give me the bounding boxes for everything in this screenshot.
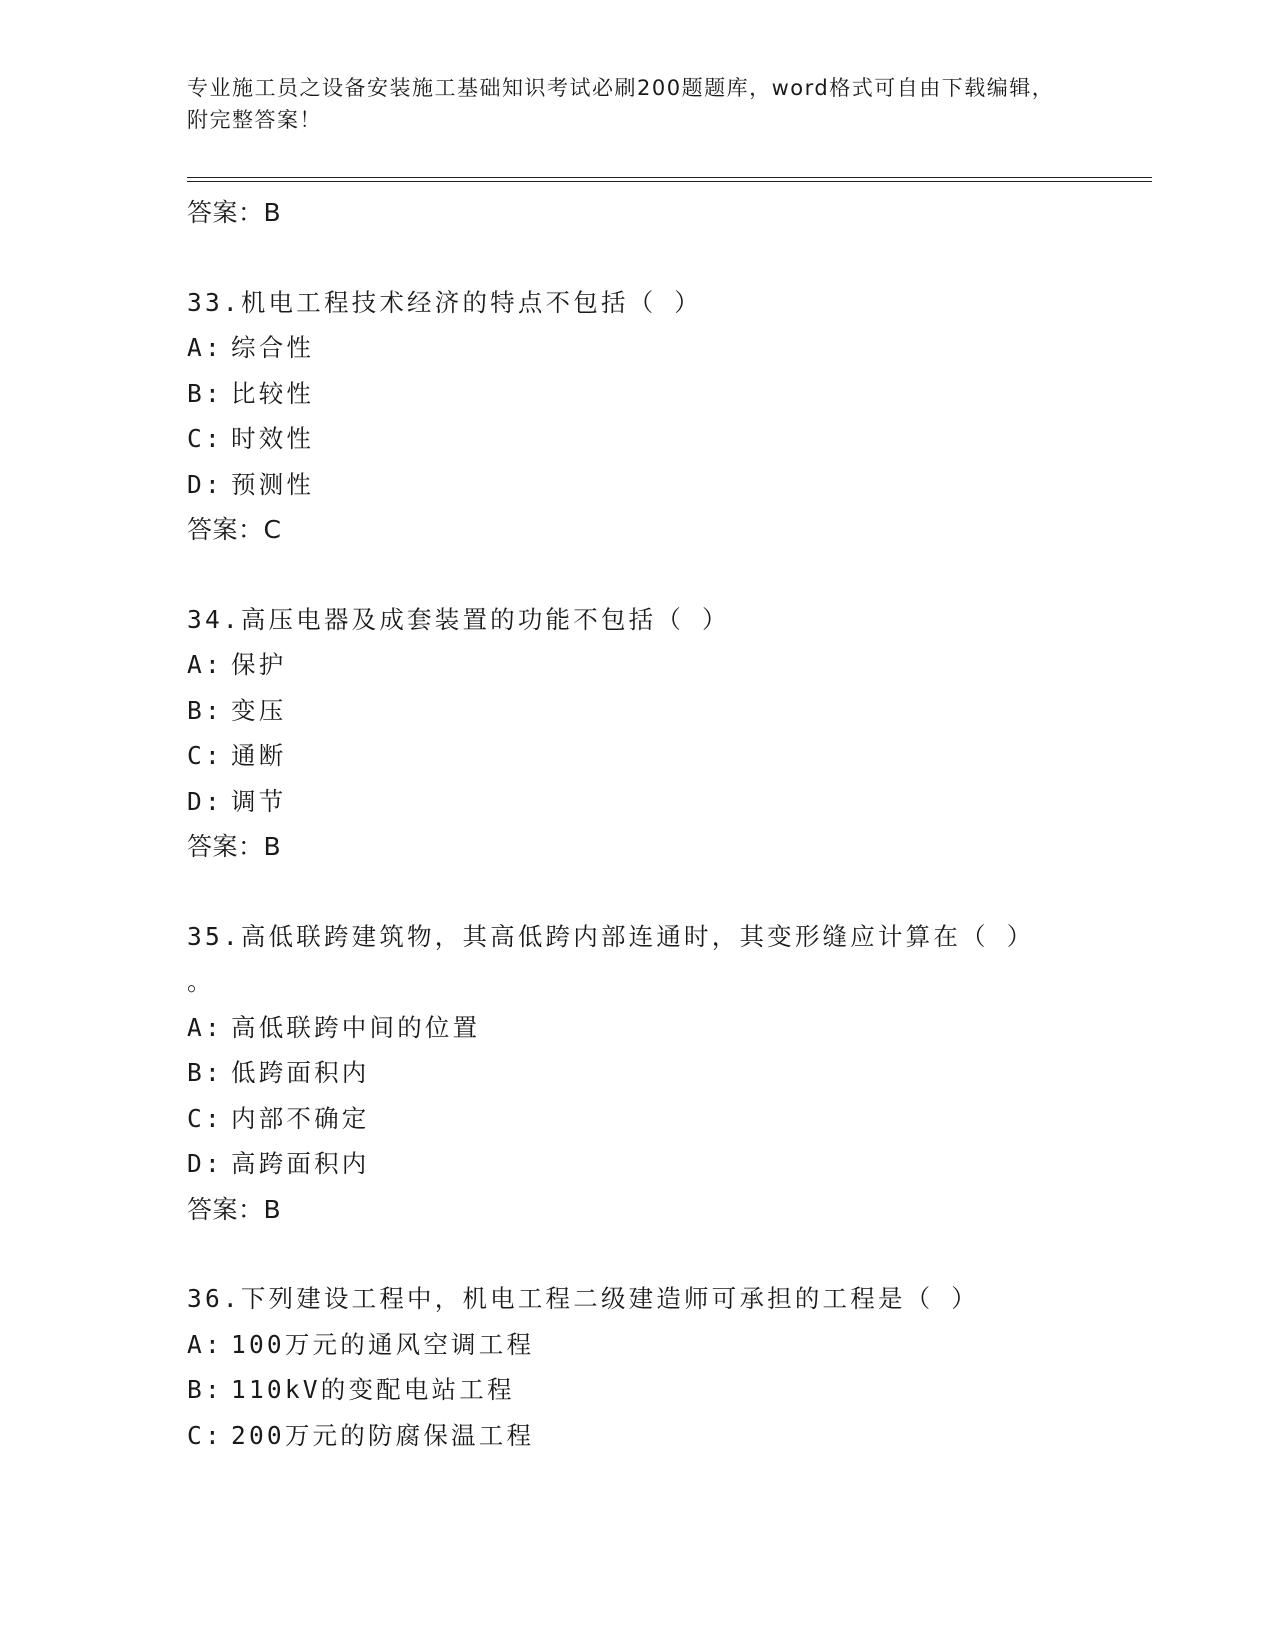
option-text: 保护	[231, 650, 287, 679]
option-item	[187, 1322, 1152, 1368]
option-item	[187, 325, 1152, 371]
question-stem: 34.高压电器及成套装置的功能不包括（ ）	[187, 604, 730, 634]
option-item	[187, 462, 1152, 508]
question-content	[187, 190, 1152, 1458]
question-stem: 35.高低联跨建筑物，其高低跨内部连通时，其变形缝应计算在（ ）	[187, 921, 1035, 951]
option-label: D:	[187, 786, 223, 816]
option-item	[187, 1141, 1152, 1187]
option-label: B:	[187, 378, 223, 408]
option-label: B:	[187, 1058, 223, 1087]
option-text: 110kV的变配电站工程	[231, 1375, 515, 1404]
spacer	[187, 236, 1152, 280]
question-block	[187, 597, 1152, 914]
option-text: 200万元的防腐保温工程	[231, 1420, 535, 1450]
option-text: 100万元的通风空调工程	[231, 1329, 535, 1359]
document-page	[187, 0, 1152, 1650]
option-label: C:	[187, 424, 223, 453]
header-divider	[187, 177, 1152, 182]
option-label: A:	[187, 333, 223, 362]
option-label: C:	[187, 1103, 223, 1133]
option-item	[187, 1413, 1152, 1459]
option-text: 低跨面积内	[231, 1058, 370, 1087]
spacer	[187, 870, 1152, 914]
answer-line: 答案：C	[187, 515, 282, 544]
question-block	[187, 1276, 1152, 1458]
option-item	[187, 1367, 1152, 1413]
option-label: A:	[187, 1329, 223, 1359]
option-text: 高跨面积内	[231, 1149, 370, 1178]
option-item	[187, 371, 1152, 417]
option-item	[187, 416, 1152, 462]
option-label: B:	[187, 1375, 223, 1404]
answer-line: 答案：B	[187, 1194, 282, 1224]
answer-line: 答案：B	[187, 198, 282, 227]
option-text: 调节	[231, 786, 287, 816]
option-item	[187, 1005, 1152, 1051]
option-label: A:	[187, 1012, 223, 1042]
option-label: C:	[187, 1420, 223, 1450]
option-text: 高低联跨中间的位置	[231, 1012, 481, 1042]
option-item	[187, 1050, 1152, 1096]
question-block	[187, 280, 1152, 597]
answer-line: 答案：B	[187, 832, 282, 861]
page-header: 专业施工员之设备安装施工基础知识考试必刷200题题库，word格式可自由下载编辑，附完整答案！	[187, 76, 1055, 132]
option-text: 变压	[231, 695, 287, 725]
option-text: 比较性	[231, 378, 315, 408]
option-item	[187, 733, 1152, 779]
question-stem: 33.机电工程技术经济的特点不包括（ ）	[187, 287, 702, 317]
option-text: 通断	[231, 741, 287, 770]
option-item	[187, 688, 1152, 734]
option-label: D:	[187, 1149, 223, 1178]
option-text: 预测性	[231, 469, 315, 499]
question-list	[187, 280, 1152, 1459]
option-label: C:	[187, 741, 223, 770]
option-item	[187, 642, 1152, 688]
option-text: 综合性	[231, 333, 315, 362]
option-text: 时效性	[231, 424, 315, 453]
option-text: 内部不确定	[231, 1103, 370, 1133]
spacer	[187, 1232, 1152, 1276]
question-block	[187, 914, 1152, 1277]
question-stem: 36.下列建设工程中，机电工程二级建造师可承担的工程是（ ）	[187, 1284, 979, 1313]
option-item	[187, 779, 1152, 825]
option-label: A:	[187, 650, 223, 679]
option-item	[187, 1096, 1152, 1142]
question-stem-continuation: 。	[187, 967, 215, 996]
option-label: D:	[187, 469, 223, 499]
spacer	[187, 553, 1152, 597]
option-label: B:	[187, 695, 223, 725]
